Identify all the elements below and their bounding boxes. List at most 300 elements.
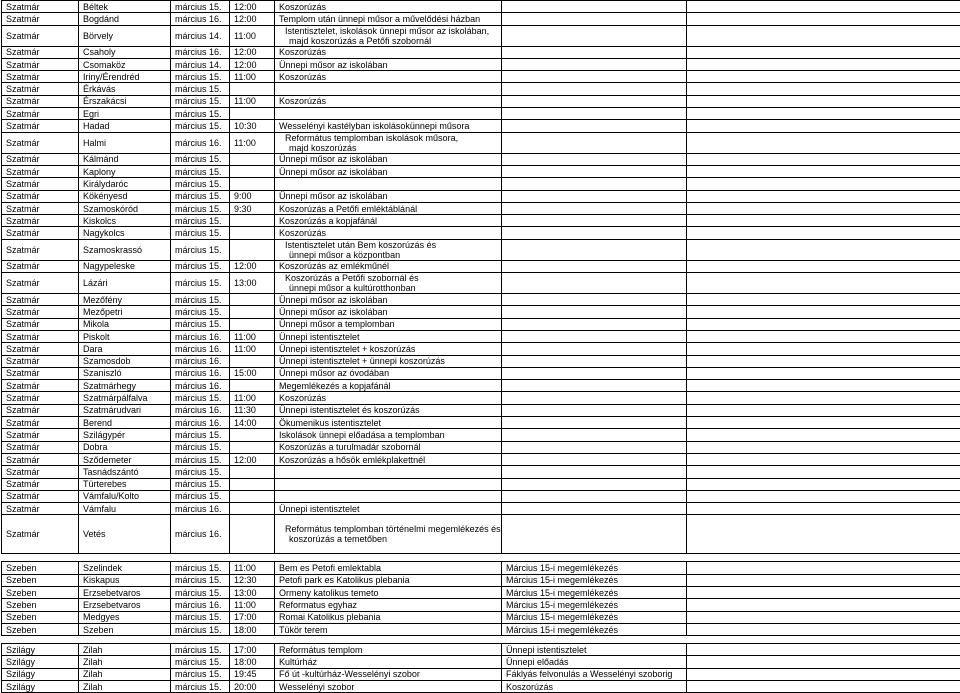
county-cell: Szeben	[2, 586, 79, 598]
town-cell: Dobra	[79, 441, 171, 453]
town-cell: Mikola	[79, 318, 171, 330]
note-cell	[502, 429, 687, 441]
event-cell	[275, 120, 502, 132]
event-cell	[275, 380, 502, 392]
county-cell: Szatmár	[2, 330, 79, 342]
event-line: koszorúzás a temetőben	[285, 534, 501, 544]
date-cell: március 15.	[171, 562, 230, 574]
county-cell: Szatmár	[2, 46, 79, 58]
date-cell: március 16.	[171, 46, 230, 58]
table-row	[2, 58, 960, 70]
note-cell: Fáklyás felvonulás a Wesselényi szoborig	[502, 668, 687, 680]
table-row	[2, 656, 960, 668]
time-cell: 11:00	[230, 330, 275, 342]
extra-cell	[687, 239, 960, 260]
event-cell	[275, 273, 502, 294]
town-cell: Vámfalu/Kolto	[79, 490, 171, 502]
time-cell	[230, 355, 275, 367]
time-cell	[230, 108, 275, 120]
extra-cell	[687, 574, 960, 586]
note-cell	[502, 466, 687, 478]
extra-cell	[687, 656, 960, 668]
county-cell: Szatmár	[2, 404, 79, 416]
event-line: Koszorúzás a kopjafánál	[279, 216, 377, 226]
table-row	[2, 453, 960, 465]
table-row	[2, 611, 960, 623]
county-cell: Szilágy	[2, 668, 79, 680]
spacer-row	[2, 636, 960, 644]
extra-cell	[687, 681, 960, 693]
county-cell: Szatmár	[2, 165, 79, 177]
event-cell	[275, 239, 502, 260]
county-cell: Szatmár	[2, 515, 79, 554]
extra-cell	[687, 611, 960, 623]
note-cell	[502, 83, 687, 95]
county-cell: Szeben	[2, 574, 79, 586]
town-cell: Erzsebetvaros	[79, 586, 171, 598]
table-row	[2, 95, 960, 107]
time-cell: 9:30	[230, 202, 275, 214]
event-cell	[275, 574, 502, 586]
town-cell: Zilah	[79, 656, 171, 668]
date-cell: március 15.	[171, 392, 230, 404]
extra-cell	[687, 404, 960, 416]
date-cell: március 16.	[171, 404, 230, 416]
town-cell: Nagypeleske	[79, 260, 171, 272]
event-cell	[275, 668, 502, 680]
event-cell	[275, 318, 502, 330]
date-cell: március 15.	[171, 153, 230, 165]
event-line: Megemlékezés a kopjafánál	[279, 381, 391, 391]
event-line: Református templomban történelmi megemlékezés és	[285, 524, 501, 534]
date-cell: március 15.	[171, 83, 230, 95]
town-cell: Szatmárudvari	[79, 404, 171, 416]
town-cell: Erzsebetvaros	[79, 599, 171, 611]
county-cell: Szatmár	[2, 453, 79, 465]
county-cell: Szilágy	[2, 644, 79, 656]
note-cell: Március 15-i megemlékezés	[502, 623, 687, 635]
event-line: Koszorúzás	[279, 393, 326, 403]
event-cell	[275, 355, 502, 367]
date-cell: március 16.	[171, 132, 230, 153]
time-cell	[230, 490, 275, 502]
date-cell: március 15.	[171, 95, 230, 107]
town-cell: Piskolt	[79, 330, 171, 342]
note-cell	[502, 108, 687, 120]
event-line: Ünnepi istentisztelet és koszorúzás	[279, 405, 420, 415]
spacer-row	[2, 554, 960, 562]
town-cell: Medgyes	[79, 611, 171, 623]
table-row	[2, 46, 960, 58]
event-cell	[275, 306, 502, 318]
note-cell	[502, 355, 687, 367]
time-cell: 11:00	[230, 71, 275, 83]
event-cell	[275, 227, 502, 239]
county-cell: Szatmár	[2, 367, 79, 379]
date-cell: március 15.	[171, 260, 230, 272]
event-cell	[275, 623, 502, 635]
note-cell	[502, 441, 687, 453]
county-cell: Szatmár	[2, 58, 79, 70]
table-row	[2, 83, 960, 95]
county-cell: Szatmár	[2, 190, 79, 202]
note-cell	[502, 306, 687, 318]
note-cell: Koszorúzás	[502, 681, 687, 693]
table-row	[2, 515, 960, 554]
date-cell: március 15.	[171, 623, 230, 635]
event-cell	[275, 58, 502, 70]
table-row	[2, 490, 960, 502]
table-row	[2, 13, 960, 25]
note-cell: Március 15-i megemlékezés	[502, 574, 687, 586]
county-cell: Szatmár	[2, 239, 79, 260]
town-cell: Bogdánd	[79, 13, 171, 25]
table-row	[2, 132, 960, 153]
table-row	[2, 404, 960, 416]
event-cell	[275, 260, 502, 272]
note-cell	[502, 318, 687, 330]
event-line: Koszorúzás a Petőfi szobornál és	[285, 273, 501, 283]
extra-cell	[687, 478, 960, 490]
time-cell: 9:00	[230, 190, 275, 202]
table-row	[2, 343, 960, 355]
event-line: Koszorúzás	[279, 228, 326, 238]
time-cell: 12:00	[230, 260, 275, 272]
time-cell: 11:00	[230, 343, 275, 355]
event-line: Romai Katolikus plebania	[279, 612, 381, 622]
event-line: Koszorúzás a Petőfi emléktáblánál	[279, 204, 417, 214]
note-cell	[502, 190, 687, 202]
event-cell	[275, 441, 502, 453]
event-line: Koszorúzás	[279, 47, 326, 57]
note-cell	[502, 227, 687, 239]
event-cell	[275, 644, 502, 656]
county-cell: Szatmár	[2, 153, 79, 165]
county-cell: Szatmár	[2, 490, 79, 502]
event-line: Petofi park es Katolikus plebania	[279, 575, 410, 585]
date-cell: március 16.	[171, 599, 230, 611]
time-cell: 12:00	[230, 58, 275, 70]
town-cell: Csaholy	[79, 46, 171, 58]
note-cell	[502, 178, 687, 190]
time-cell	[230, 153, 275, 165]
county-cell: Szatmár	[2, 441, 79, 453]
extra-cell	[687, 120, 960, 132]
table-row	[2, 478, 960, 490]
event-cell	[275, 71, 502, 83]
town-cell: Tasnádszántó	[79, 466, 171, 478]
date-cell: március 15.	[171, 490, 230, 502]
date-cell: március 15.	[171, 190, 230, 202]
time-cell: 11:00	[230, 392, 275, 404]
county-cell: Szatmár	[2, 83, 79, 95]
town-cell: Csomaköz	[79, 58, 171, 70]
table-row	[2, 120, 960, 132]
note-cell: Március 15-i megemlékezés	[502, 611, 687, 623]
time-cell: 18:00	[230, 623, 275, 635]
extra-cell	[687, 95, 960, 107]
table-row	[2, 599, 960, 611]
table-row	[2, 260, 960, 272]
note-cell	[502, 25, 687, 46]
table-row	[2, 644, 960, 656]
event-cell	[275, 95, 502, 107]
note-cell	[502, 343, 687, 355]
table-row	[2, 380, 960, 392]
extra-cell	[687, 294, 960, 306]
extra-cell	[687, 330, 960, 342]
event-cell	[275, 25, 502, 46]
note-cell	[502, 71, 687, 83]
time-cell: 12:00	[230, 46, 275, 58]
town-cell: Zilah	[79, 644, 171, 656]
table-row	[2, 215, 960, 227]
town-cell: Kökényesd	[79, 190, 171, 202]
extra-cell	[687, 392, 960, 404]
date-cell: március 15.	[171, 1, 230, 13]
town-cell: Türterebes	[79, 478, 171, 490]
time-cell	[230, 215, 275, 227]
date-cell: március 16.	[171, 417, 230, 429]
town-cell: Halmi	[79, 132, 171, 153]
event-cell	[275, 429, 502, 441]
date-cell: március 15.	[171, 574, 230, 586]
extra-cell	[687, 165, 960, 177]
extra-cell	[687, 343, 960, 355]
event-line: Iskolások ünnepi előadása a templomban	[279, 430, 445, 440]
table-row	[2, 503, 960, 515]
table-row	[2, 239, 960, 260]
event-cell	[275, 404, 502, 416]
town-cell: Mezőpetri	[79, 306, 171, 318]
county-cell: Szilágy	[2, 681, 79, 693]
extra-cell	[687, 515, 960, 554]
table-row	[2, 355, 960, 367]
town-cell: Kiskolcs	[79, 215, 171, 227]
town-cell: Kaplony	[79, 165, 171, 177]
note-cell	[502, 58, 687, 70]
event-cell	[275, 503, 502, 515]
date-cell: március 15.	[171, 71, 230, 83]
extra-cell	[687, 190, 960, 202]
town-cell: Szatmárhegy	[79, 380, 171, 392]
extra-cell	[687, 503, 960, 515]
event-line: Koszorúzás	[279, 72, 326, 82]
event-cell	[275, 562, 502, 574]
event-cell	[275, 294, 502, 306]
date-cell: március 16.	[171, 330, 230, 342]
time-cell: 19:45	[230, 668, 275, 680]
table-row	[2, 367, 960, 379]
note-cell	[502, 515, 687, 554]
event-line: Ünnepi műsor az iskolában	[279, 295, 388, 305]
date-cell: március 15.	[171, 466, 230, 478]
extra-cell	[687, 1, 960, 13]
date-cell: március 15.	[171, 239, 230, 260]
table-row	[2, 25, 960, 46]
date-cell: március 15.	[171, 611, 230, 623]
event-line: Ünnepi műsor az iskolában	[279, 167, 388, 177]
event-line: Ünnepi műsor az óvodában	[279, 368, 389, 378]
event-line: Ünnepi istentisztelet	[279, 332, 360, 342]
time-cell: 12:00	[230, 13, 275, 25]
note-cell	[502, 294, 687, 306]
date-cell: március 15.	[171, 644, 230, 656]
extra-cell	[687, 490, 960, 502]
date-cell: március 16.	[171, 503, 230, 515]
spacer-cell	[2, 554, 960, 562]
town-cell: Mezőfény	[79, 294, 171, 306]
date-cell: március 15.	[171, 178, 230, 190]
town-cell: Egri	[79, 108, 171, 120]
event-cell	[275, 165, 502, 177]
note-cell: Március 15-i megemlékezés	[502, 586, 687, 598]
event-line: Koszorúzás	[279, 2, 326, 12]
note-cell	[502, 273, 687, 294]
event-line: Koszorúzás a turulmadár szobornál	[279, 442, 421, 452]
extra-cell	[687, 108, 960, 120]
event-cell	[275, 13, 502, 25]
town-cell: Kiskapus	[79, 574, 171, 586]
note-cell	[502, 380, 687, 392]
town-cell: Vámfalu	[79, 503, 171, 515]
note-cell: Március 15-i megemlékezés	[502, 562, 687, 574]
note-cell: Március 15-i megemlékezés	[502, 599, 687, 611]
date-cell: március 16.	[171, 13, 230, 25]
time-cell	[230, 503, 275, 515]
time-cell	[230, 515, 275, 554]
date-cell: március 15.	[171, 429, 230, 441]
extra-cell	[687, 25, 960, 46]
event-line: Istentisztelet után Bem koszorúzás és	[285, 240, 501, 250]
town-cell: Szatmárpálfalva	[79, 392, 171, 404]
county-cell: Szatmár	[2, 466, 79, 478]
event-cell	[275, 490, 502, 502]
extra-cell	[687, 46, 960, 58]
date-cell: március 15.	[171, 202, 230, 214]
event-line: Koszorúzás	[279, 96, 326, 106]
time-cell: 11:30	[230, 404, 275, 416]
extra-cell	[687, 599, 960, 611]
note-cell	[502, 239, 687, 260]
time-cell	[230, 478, 275, 490]
county-cell: Szatmár	[2, 202, 79, 214]
town-cell: Szamoskóród	[79, 202, 171, 214]
table-row	[2, 429, 960, 441]
county-cell: Szatmár	[2, 120, 79, 132]
event-cell	[275, 392, 502, 404]
event-cell	[275, 417, 502, 429]
event-cell	[275, 330, 502, 342]
time-cell: 17:00	[230, 644, 275, 656]
date-cell: március 15.	[171, 586, 230, 598]
town-cell: Zilah	[79, 668, 171, 680]
date-cell: március 15.	[171, 681, 230, 693]
county-cell: Szatmár	[2, 260, 79, 272]
note-cell	[502, 215, 687, 227]
time-cell: 13:00	[230, 273, 275, 294]
county-cell: Szatmár	[2, 355, 79, 367]
town-cell: Szilágypér	[79, 429, 171, 441]
event-line: Kultúrház	[279, 657, 317, 667]
event-cell	[275, 1, 502, 13]
table-row	[2, 681, 960, 693]
time-cell	[230, 227, 275, 239]
event-line: Fő út -kultúrház-Wesselényi szobor	[279, 669, 420, 679]
note-cell	[502, 404, 687, 416]
event-cell	[275, 599, 502, 611]
time-cell	[230, 239, 275, 260]
county-cell: Szatmár	[2, 95, 79, 107]
extra-cell	[687, 429, 960, 441]
extra-cell	[687, 227, 960, 239]
extra-cell	[687, 215, 960, 227]
extra-cell	[687, 453, 960, 465]
date-cell: március 14.	[171, 58, 230, 70]
note-cell	[502, 417, 687, 429]
table-row	[2, 153, 960, 165]
date-cell: március 15.	[171, 656, 230, 668]
date-cell: március 16.	[171, 343, 230, 355]
event-cell	[275, 343, 502, 355]
county-cell: Szatmár	[2, 13, 79, 25]
town-cell: Szamoskrassó	[79, 239, 171, 260]
date-cell: március 16.	[171, 367, 230, 379]
event-line: Koszorúzás a hősök emlékplakettnél	[279, 455, 425, 465]
time-cell: 15:00	[230, 367, 275, 379]
note-cell: Ünnepi előadás	[502, 656, 687, 668]
date-cell: március 16.	[171, 355, 230, 367]
table-row	[2, 318, 960, 330]
table-row	[2, 273, 960, 294]
extra-cell	[687, 441, 960, 453]
time-cell: 11:00	[230, 132, 275, 153]
event-cell	[275, 656, 502, 668]
event-line: majd koszorúzás a Petőfi szobornál	[285, 36, 501, 46]
county-cell: Szeben	[2, 611, 79, 623]
county-cell: Szatmár	[2, 392, 79, 404]
date-cell: március 15.	[171, 441, 230, 453]
town-cell: Lázári	[79, 273, 171, 294]
time-cell: 18:00	[230, 656, 275, 668]
time-cell	[230, 178, 275, 190]
date-cell: március 15.	[171, 273, 230, 294]
county-cell: Szeben	[2, 599, 79, 611]
date-cell: március 16.	[171, 380, 230, 392]
extra-cell	[687, 202, 960, 214]
date-cell: március 15.	[171, 478, 230, 490]
extra-cell	[687, 318, 960, 330]
town-cell: Dara	[79, 343, 171, 355]
county-cell: Szatmár	[2, 503, 79, 515]
time-cell	[230, 83, 275, 95]
event-cell	[275, 681, 502, 693]
time-cell	[230, 165, 275, 177]
date-cell: március 15.	[171, 306, 230, 318]
time-cell	[230, 466, 275, 478]
time-cell	[230, 306, 275, 318]
time-cell: 12:00	[230, 453, 275, 465]
county-cell: Szatmár	[2, 417, 79, 429]
table-row	[2, 392, 960, 404]
event-line: Ökumenikus istentisztelet	[279, 418, 381, 428]
event-table	[1, 0, 960, 693]
table-row	[2, 178, 960, 190]
event-line: Wesselényi szobor	[279, 682, 354, 692]
town-cell: Szelindek	[79, 562, 171, 574]
county-cell: Szatmár	[2, 318, 79, 330]
date-cell: március 15.	[171, 165, 230, 177]
